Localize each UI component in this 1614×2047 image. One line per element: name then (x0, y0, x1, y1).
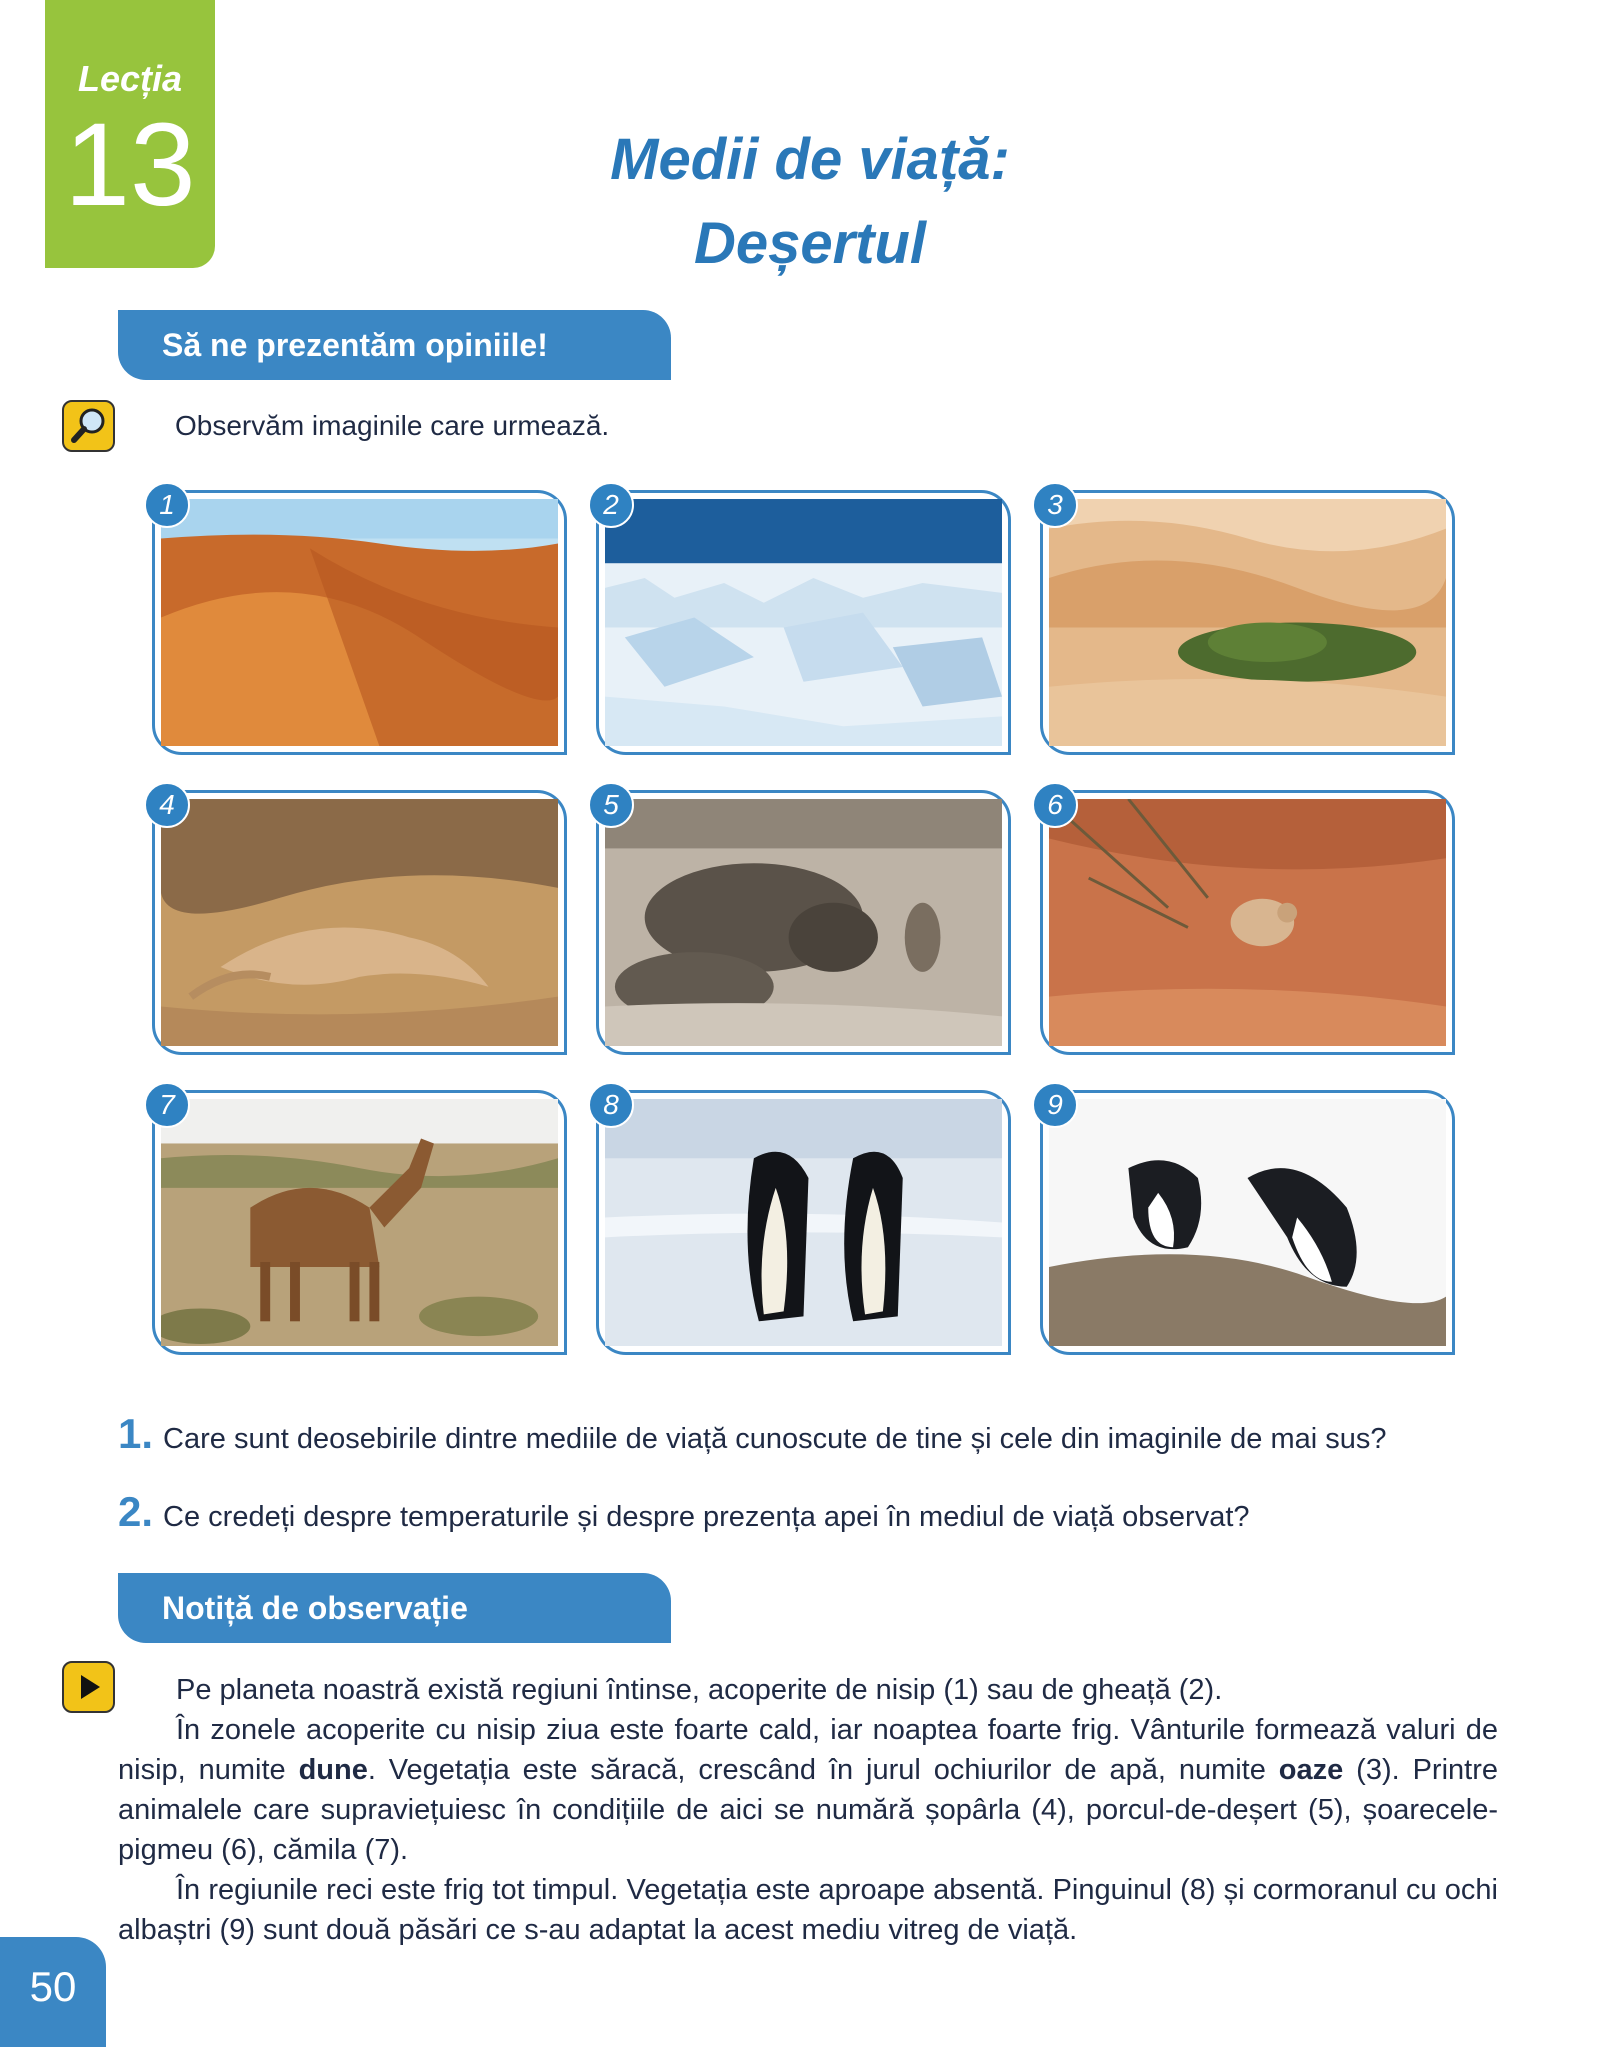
term-oaze: oaze (1278, 1754, 1344, 1786)
text-span: . Vegetația este săracă, crescând în jurul ochiurilor de apă, numite (367, 1754, 1279, 1786)
image-number-badge: 7 (144, 1082, 190, 1128)
photo-cormorants (1040, 1090, 1455, 1355)
lesson-label: Lecția (77, 58, 183, 99)
lesson-tab (45, 0, 215, 268)
photo-lizard (152, 790, 567, 1055)
image-number-badge: 9 (1032, 1082, 1078, 1128)
image-number-badge: 6 (1032, 782, 1078, 828)
photo-oasis (1040, 490, 1455, 755)
question-number: 1. (118, 1410, 154, 1457)
term-dune: dune (298, 1754, 368, 1786)
observation-text (118, 1670, 1498, 1950)
image-number-badge: 8 (588, 1082, 634, 1128)
section-banner-opinions: Să ne prezentăm opiniile! (118, 310, 671, 380)
photo-penguins (596, 1090, 1011, 1355)
page-number: 50 (0, 1937, 106, 2047)
section-banner-observation: Notiță de observație (118, 1573, 671, 1643)
question-number: 2. (118, 1488, 154, 1535)
photo-sand-dunes (152, 490, 567, 755)
question-text: Care sunt deosebirile dintre mediile de viață cunoscute de tine și cele din imaginile de mai sus? (163, 1423, 1387, 1455)
image-number-badge: 3 (1032, 482, 1078, 528)
paragraph-2 (118, 1710, 1498, 1870)
image-number-badge: 5 (588, 782, 634, 828)
paragraph-3: În regiunile reci este frig tot timpul. Vegetația este aproape absentă. Pinguinul (8) și cormoranul cu ochi albaștri (9) sunt două păsări ce s-au adaptat la acest mediu vitreg de viață. (118, 1874, 1498, 1946)
title-line-2: Deșertul (693, 211, 927, 276)
photo-camel (152, 1090, 567, 1355)
image-number-badge: 4 (144, 782, 190, 828)
photo-pygmy-mouse (1040, 790, 1455, 1055)
paragraph-1: Pe planeta noastră există regiuni întinse, acoperite de nisip (1) sau de gheață (2). (176, 1674, 1223, 1706)
page-title (450, 118, 1170, 286)
image-number-badge: 1 (144, 482, 190, 528)
play-icon (62, 1661, 115, 1713)
text-span: În zonele acoperite cu nisip ziua este foarte cald, iar noaptea foarte frig. Vânturile formează valuri de nisip, numite (118, 1714, 1498, 1786)
title-line-1: Medii de viață: (610, 127, 1010, 192)
photo-warthogs (596, 790, 1011, 1055)
lesson-number: 13 (64, 99, 196, 231)
intro-text: Observăm imaginile care urmează. (175, 410, 610, 441)
question-1 (118, 1410, 1387, 1458)
question-text: Ce credeți despre temperaturile și despre prezența apei în mediul de viață observat? (163, 1501, 1250, 1533)
image-number-badge: 2 (588, 482, 634, 528)
question-2 (118, 1488, 1250, 1536)
magnifier-icon (62, 400, 115, 452)
photo-ice-field (596, 490, 1011, 755)
text-span: (3). Printre animalele care supraviețuiesc în condițiile de aici se numără șopârla (4), porcul-de-deșert (5), șoarecele-pigmeu (6), cămila (7). (118, 1754, 1498, 1866)
